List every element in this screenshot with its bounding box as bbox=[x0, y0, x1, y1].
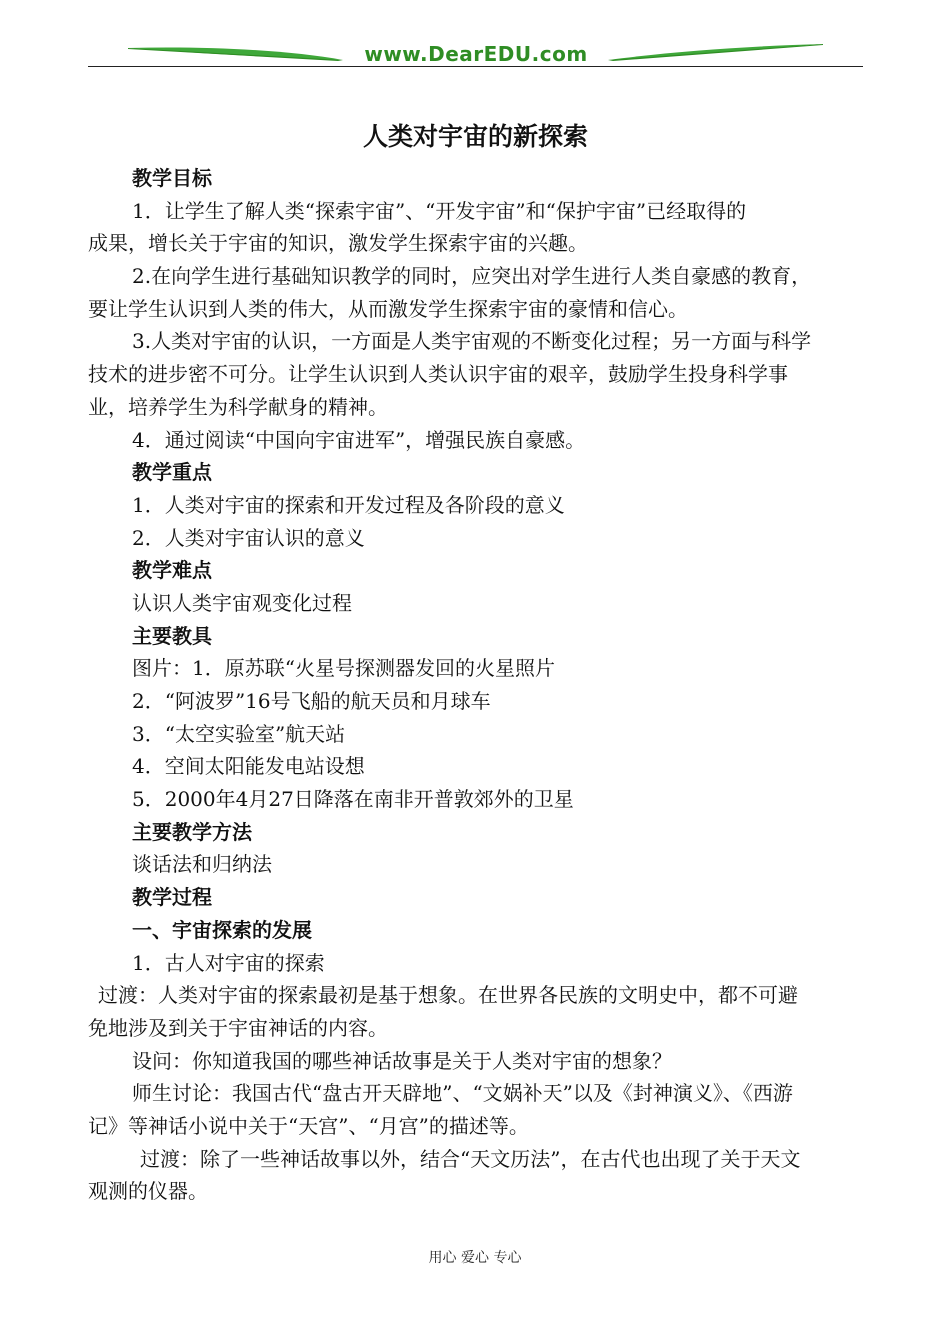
paragraph-line: 免地涉及到关于宇宙神话的内容。 bbox=[88, 1015, 388, 1040]
paragraph-line: 技术的进步密不可分。让学生认识到人类认识宇宙的艰辛，鼓励学生投身科学事 bbox=[88, 362, 788, 387]
paragraph-line: 要让学生认识到人类的伟大，从而激发学生探索宇宙的豪情和信心。 bbox=[88, 296, 688, 321]
paragraph-line: 观测的仪器。 bbox=[88, 1179, 208, 1204]
paragraph-line: 3.人类对宇宙的认识，一方面是人类宇宙观的不断变化过程；另一方面与科学 bbox=[132, 329, 812, 354]
section-heading: 教学重点 bbox=[132, 460, 212, 485]
header-rule bbox=[88, 66, 863, 67]
list-item: 5．2000年4月27日降落在南非开普敦郊外的卫星 bbox=[132, 787, 574, 812]
paragraph-line: 过渡：人类对宇宙的探索最初是基于想象。在世界各民族的文明史中，都不可避 bbox=[98, 983, 798, 1008]
list-item: 谈话法和归纳法 bbox=[132, 852, 272, 877]
list-item: 4．空间太阳能发电站设想 bbox=[132, 754, 365, 779]
paragraph-line: 1．让学生了解人类“探索宇宙”、“开发宇宙”和“保护宇宙”已经取得的 bbox=[132, 198, 747, 223]
paragraph-line: 2.在向学生进行基础知识教学的同时，应突出对学生进行人类自豪感的教育， bbox=[132, 264, 812, 289]
paragraph-line: 过渡：除了一些神话故事以外，结合“天文历法”，在古代也出现了关于天文 bbox=[140, 1146, 801, 1171]
list-item: 1．古人对宇宙的探索 bbox=[132, 950, 325, 975]
section-heading: 主要教具 bbox=[132, 623, 212, 648]
list-item: 2．“阿波罗”16号飞船的航天员和月球车 bbox=[132, 689, 491, 713]
paragraph-line: 设问：你知道我国的哪些神话故事是关于人类对宇宙的想象？ bbox=[132, 1048, 672, 1073]
list-item: 2．人类对宇宙认识的意义 bbox=[132, 525, 365, 550]
section-heading: 教学目标 bbox=[132, 166, 212, 190]
site-logo-text: www.DearEDU.com bbox=[364, 42, 588, 66]
section-heading: 教学过程 bbox=[132, 885, 212, 910]
document-body bbox=[88, 112, 863, 1208]
page-footer: 用心 爱心 专心 bbox=[428, 1250, 522, 1266]
list-item: 1．人类对宇宙的探索和开发过程及各阶段的意义 bbox=[132, 492, 565, 517]
list-item: 认识人类宇宙观变化过程 bbox=[132, 590, 352, 615]
list-item: 图片：1．原苏联“火星号探测器发回的火星照片 bbox=[132, 656, 555, 681]
subsection-heading: 一、宇宙探索的发展 bbox=[132, 917, 312, 942]
paragraph-line: 记》等神话小说中关于“天宫”、“月宫”的描述等。 bbox=[88, 1113, 529, 1138]
paragraph-line: 师生讨论：我国古代“盘古开天辟地”、“文娲补天”以及《封神演义》、《西游 bbox=[132, 1081, 793, 1106]
paragraph-line: 业，培养学生为科学献身的精神。 bbox=[88, 394, 388, 419]
paragraph-line: 4．通过阅读“中国向宇宙进军”，增强民族自豪感。 bbox=[132, 427, 586, 452]
site-header-banner bbox=[88, 36, 863, 70]
section-heading: 主要教学方法 bbox=[132, 819, 252, 844]
section-heading: 教学难点 bbox=[132, 558, 212, 583]
page-title: 人类对宇宙的新探索 bbox=[362, 122, 588, 151]
list-item: 3．“太空实验室”航天站 bbox=[132, 721, 346, 746]
paragraph-line: 成果，增长关于宇宙的知识，激发学生探索宇宙的兴趣。 bbox=[88, 231, 588, 256]
